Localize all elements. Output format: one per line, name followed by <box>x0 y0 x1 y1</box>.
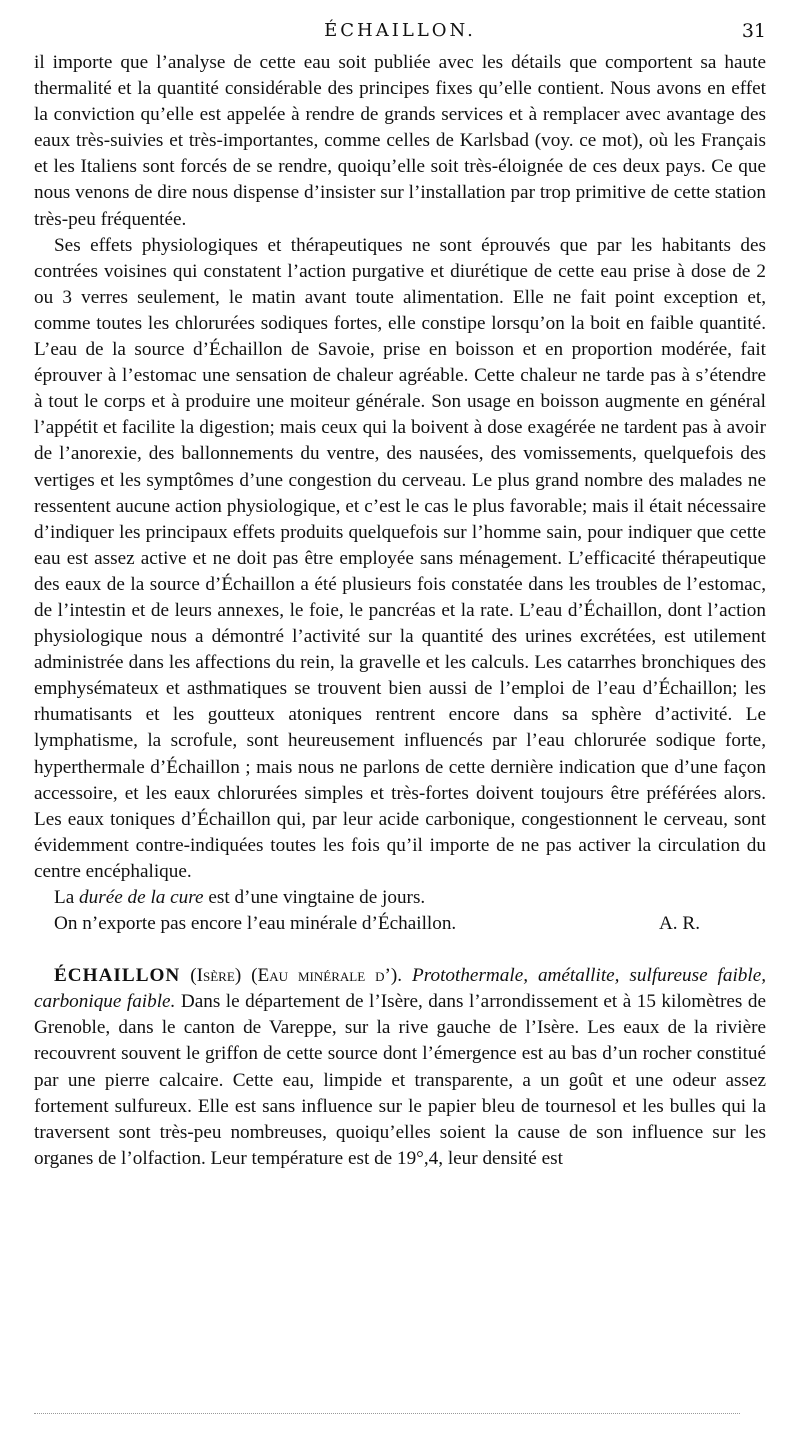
cure-text-after: est d’une vingtaine de jours. <box>203 887 426 908</box>
cure-text-before: La <box>54 887 80 908</box>
running-head <box>34 20 766 50</box>
entry-kind: Eau minérale d’ <box>257 965 391 987</box>
page-number: 31 <box>741 20 766 42</box>
entry-punct: ). <box>390 965 413 987</box>
paragraph-export <box>34 911 766 937</box>
entry-punct: ) ( <box>234 965 258 987</box>
entry-text: Dans le département de l’Isère, dans l’arrondissement et à 15 kilomètres de Grenoble, dans le canton de Vareppe, sur la rive gauche de l’Isère. Les eaux de la rivière recouvrent souvent le griffon de cette source dont l’émergence est au bas d’un rocher constitué par une pierre calcaire. Cette eau, limpide et transparente, a un goût et une odeur assez fortement sulfureux. Elle est sans influence sur le papier bleu de tournesol et les bulles qui la traversent sont très-peu nombreuses, quoiqu’elles soient la cause de son influence sur les organes de l’olfaction. Leur température est de 19°,4, leur densité est <box>34 991 766 1169</box>
entry-region: Isère <box>196 965 235 987</box>
author-signature: A. R. <box>658 913 700 935</box>
page <box>34 20 766 1172</box>
paragraph-cure-duration <box>34 885 766 911</box>
entry-headword: ÉCHAILLON <box>54 965 181 987</box>
body-text <box>34 50 766 1172</box>
cure-duration-italic: durée de la cure <box>79 887 204 908</box>
paragraph-effects: Ses effets physiologiques et thérapeutiques ne sont éprouvés que par les habitants des contrées voisines qui constatent l’action purgative et diurétique de cette eau prise à dose de 2 ou 3 verres seulement, le matin avant toute alimentation. Elle ne fait point exception et, comme toutes les chlorurées sodiques fortes, elle constipe lorsqu’on la boit en faible quantité. L’eau de la source d’Échaillon de Savoie, prise en boisson et en proportion modérée, fait éprouver à l’estomac une sensation de chaleur agréable. Cette chaleur ne tarde pas à s’étendre à tout le corps et à produire une moiteur générale. Son usage en boisson augmente en général l’appétit et facilite la digestion; mais ceux qui la boivent à dose exagérée ne tardent pas à avoir de l’anorexie, des ballonnements du ventre, des nausées, des vomissements, quelquefois des vertiges et les symptômes d’une congestion du cerveau. Le plus grand nombre des malades ne ressentent aucune action physiologique, et c’est le cas le plus favorable; mais il était nécessaire d’indiquer les principaux effets produits quelquefois sur l’homme sain, pour indiquer que cette eau est assez active et ne doit pas être employée sans ménagement. L’efficacité thérapeutique des eaux de la source d’Échaillon a été plusieurs fois constatée dans les troubles de l’estomac, de l’intestin et de leurs annexes, le foie, le pancréas et la rate. L’eau d’Échaillon, dont l’action physiologique nous a démontré l’activité sur la quantité des urines excrétées, est utilement administrée dans les affections du rein, la gravelle et les calculs. Les catarrhes bronchiques des emphysémateux et asthmatiques se trouvent bien aussi de l’emploi de l’eau d’Échaillon; les rhumatisants et les goutteux atoniques rentrent encore dans sa sphère d’activité. Le lymphatisme, la scrofule, sont heureusement influencés par l’eau chlorurée sodique forte, hyperthermale d’Échaillon ; mais nous ne parlons de cette dernière indication que d’une façon accessoire, et les eaux chlorurées simples et très-fortes doivent toujours être préférées alors. Les eaux toniques d’Échaillon qui, par leur acide carbonique, congestionnent le cerveau, sont évidemment contre-indiquées toutes les fois qu’il importe de ne pas activer la circulation du centre encéphalique. <box>34 234 766 882</box>
entry-punct: ( <box>180 965 197 987</box>
dictionary-entry <box>34 963 766 1172</box>
running-title: ÉCHAILLON. <box>324 20 476 41</box>
entry-classification: Protothermale, amétallite, sulfureuse faible, carbonique faible. <box>34 965 767 1013</box>
footer-rule <box>34 1413 740 1414</box>
export-text: On n’exporte pas encore l’eau minérale d’Échaillon. <box>54 913 457 935</box>
paragraph-continuation: il importe que l’analyse de cette eau soit publiée avec les détails que comportent sa haute thermalité et la quantité considérable des principes fixes qu’elle contient. Nous avons en effet la conviction qu’elle est appelée à rendre de grands services et à remplacer avec avantage des eaux très-suivies et très-importantes, comme celles de Karlsbad (voy. ce mot), où les Français et les Italiens sont forcés de se rendre, quoiqu’elle soit très-éloignée de ces deux pays. Ce que nous venons de dire nous dispense d’insister sur l’installation par trop primitive de cette station très-peu fréquentée. <box>34 52 766 230</box>
